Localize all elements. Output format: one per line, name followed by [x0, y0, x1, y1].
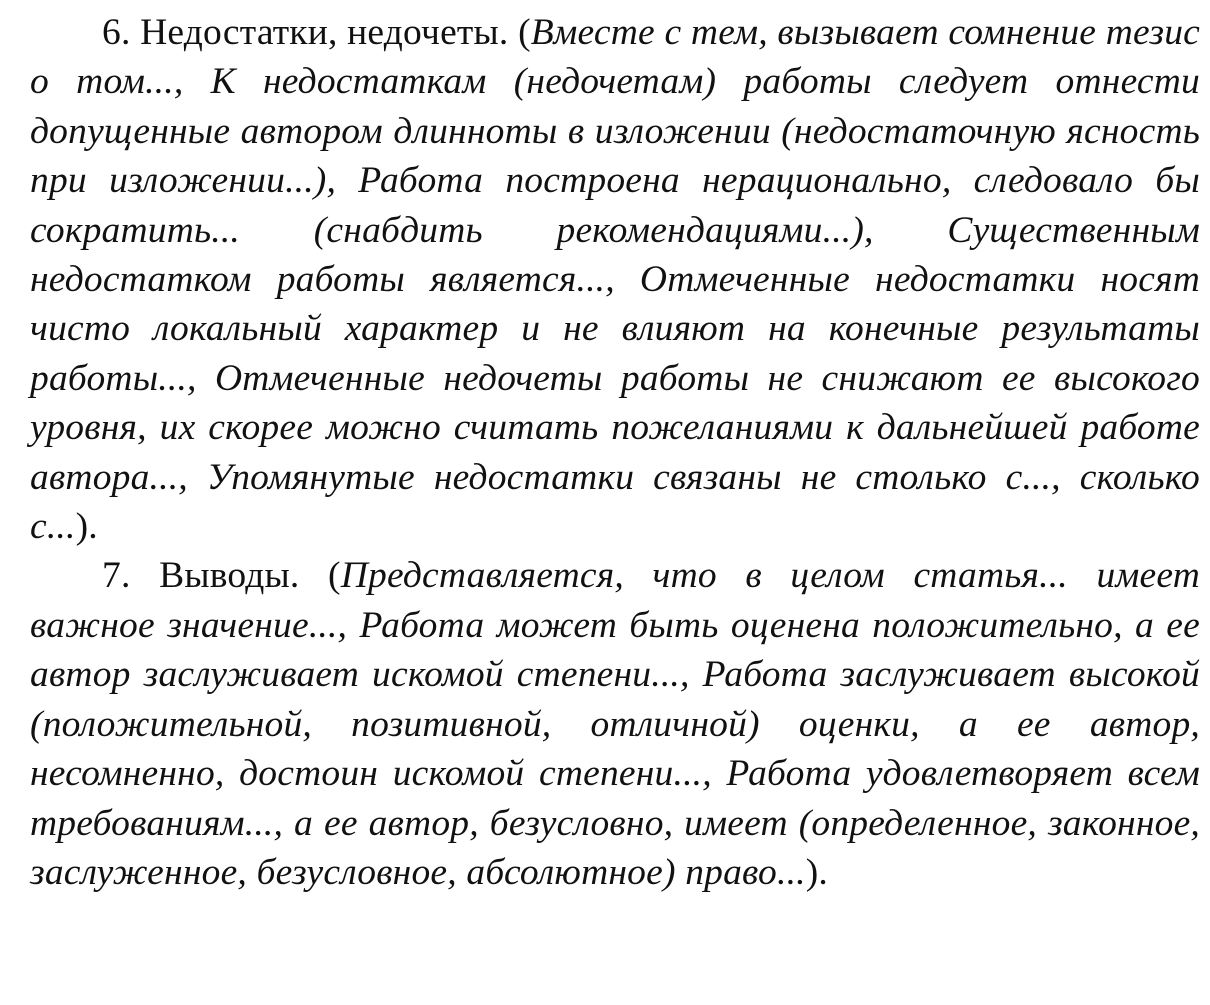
section-7-heading: Выводы. ( [159, 555, 341, 597]
section-6-body: Вместе с тем, вызывает сомнение тезис о том..., К недостаткам (недочетам) работы следует отнести допущенные автором длинноты в изложении (недостаточную ясность при изложении...), Работа построена нерационально, следовало бы сократить... (снабдить рекомендациями...), Существенным недостатком работы является..., Отмеченные недостатки носят чисто локальный характер и не влияют на конечные результаты работы..., Отмеченные недочеты работы не снижают ее высокого уровня, их скорее можно считать пожеланиями к дальнейшей работе автора..., Упомянутые недостатки связаны не столько с..., сколько с... [30, 12, 1200, 548]
document-page [30, 8, 1200, 897]
section-7-number: 7. [102, 555, 131, 597]
section-6-number: 6. [102, 12, 131, 53]
section-7-closing: ). [805, 851, 828, 893]
section-7-paragraph [30, 551, 1200, 897]
section-6-closing: ). [75, 506, 98, 548]
section-6-paragraph [30, 8, 1200, 551]
section-7-body: Представляется, что в целом статья... имеет важное значение..., Работа может быть оценена положительно, а ее автор заслуживает искомой степени..., Работа заслуживает высокой (положительной, позитивной, отличной) оценки, а ее автор, несомненно, достоин искомой степени..., Работа удовлетворяет всем требованиям..., а ее автор, безусловно, имеет (определенное, законное, заслуженное, безусловное, абсолютное) право... [30, 555, 1201, 893]
section-6-heading: Недостатки, недочеты. ( [140, 12, 531, 53]
